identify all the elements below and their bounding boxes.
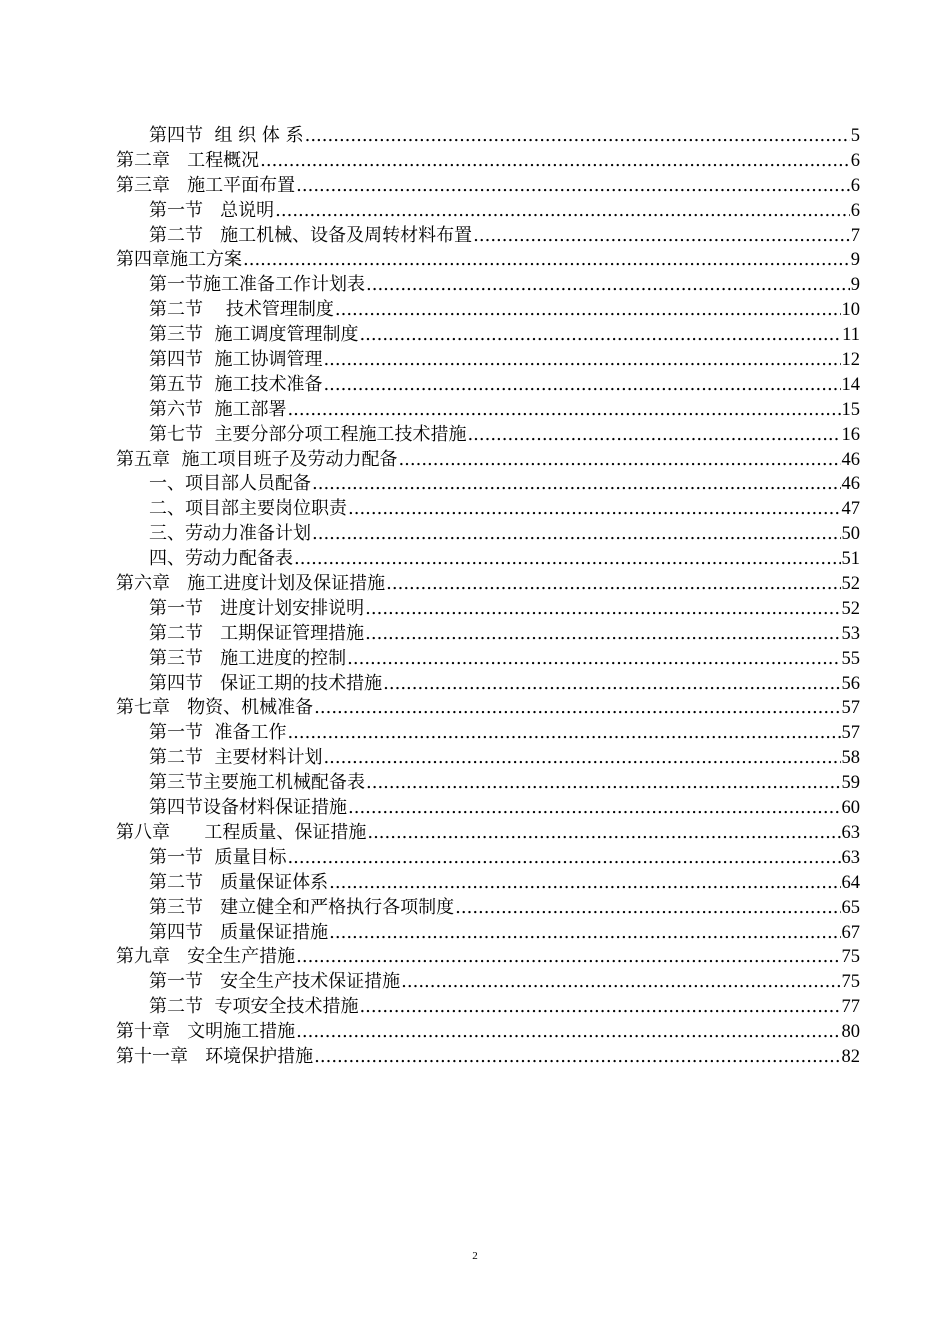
toc-entry-page-number: 63 — [841, 847, 860, 868]
toc-entry-page-number: 75 — [841, 972, 860, 993]
toc-entry-title: 第一节 进度计划安排说明 — [149, 597, 365, 619]
toc-dot-leader — [323, 348, 840, 373]
toc-entry-page-number: 5 — [850, 126, 860, 146]
toc-section-entry[interactable] — [116, 273, 860, 298]
toc-dot-leader — [287, 846, 840, 871]
toc-entry-title: 第二节 质量保证体系 — [149, 871, 329, 893]
toc-section-entry[interactable] — [116, 323, 860, 348]
toc-entry-page-number: 57 — [841, 723, 860, 744]
toc-entry-title: 第四节 施工协调管理 — [149, 349, 323, 371]
toc-entry-page-number: 64 — [841, 872, 860, 893]
toc-entry-page-number: 6 — [850, 150, 860, 171]
toc-section-entry[interactable] — [116, 224, 860, 249]
toc-entry-title: 第二节 工期保证管理措施 — [149, 622, 365, 644]
toc-section-entry[interactable] — [116, 423, 860, 448]
toc-entry-title: 第四节 组 织 体 系 — [149, 125, 304, 146]
toc-section-entry[interactable] — [116, 970, 860, 995]
toc-entry-page-number: 47 — [841, 499, 860, 520]
toc-entry-title: 第二章 工程概况 — [116, 149, 260, 171]
toc-chapter-entry[interactable] — [116, 248, 860, 273]
toc-entry-title: 第十一章 环境保护措施 — [116, 1045, 314, 1067]
toc-section-entry[interactable] — [116, 472, 860, 497]
toc-section-entry[interactable] — [116, 771, 860, 796]
toc-chapter-entry[interactable] — [116, 1020, 860, 1045]
toc-entry-title: 第一节施工准备工作计划表 — [149, 274, 365, 296]
toc-section-entry[interactable] — [116, 871, 860, 896]
toc-chapter-entry[interactable] — [116, 696, 860, 721]
toc-entry-page-number: 12 — [841, 350, 860, 371]
toc-entry-page-number: 10 — [841, 300, 860, 321]
toc-dot-leader — [296, 1020, 840, 1045]
toc-dot-leader — [335, 298, 841, 323]
toc-dot-leader — [260, 149, 850, 174]
page-number: 2 — [472, 1250, 478, 1262]
toc-dot-leader — [275, 199, 850, 224]
toc-dot-leader — [455, 896, 840, 921]
toc-entry-page-number: 58 — [841, 748, 860, 769]
toc-entry-title: 第五节 施工技术准备 — [149, 373, 323, 395]
toc-section-entry[interactable] — [116, 522, 860, 547]
toc-entry-page-number: 15 — [841, 399, 860, 420]
toc-dot-leader — [314, 1045, 840, 1070]
toc-entry-title: 三、劳动力准备计划 — [149, 523, 311, 545]
toc-entry-page-number: 75 — [841, 947, 860, 968]
toc-entry-title: 第一节 准备工作 — [149, 722, 287, 744]
toc-entry-title: 第二节 主要材料计划 — [149, 747, 323, 769]
toc-dot-leader — [348, 796, 841, 821]
toc-dot-leader — [294, 547, 841, 572]
toc-entry-title: 第四节设备材料保证措施 — [149, 797, 347, 819]
toc-entry-title: 第一节 安全生产技术保证措施 — [149, 971, 401, 993]
toc-dot-leader — [347, 647, 840, 672]
toc-section-entry[interactable] — [116, 796, 860, 821]
toc-entry-title: 第六章 施工进度计划及保证措施 — [116, 573, 386, 595]
toc-entry-page-number: 52 — [841, 598, 860, 619]
toc-entry-page-number: 60 — [841, 798, 860, 819]
toc-entry-title: 第一节 质量目标 — [149, 846, 287, 868]
toc-entry-page-number: 6 — [850, 175, 860, 196]
toc-section-entry[interactable] — [116, 721, 860, 746]
toc-dot-leader — [323, 746, 840, 771]
toc-chapter-entry[interactable] — [116, 149, 860, 174]
toc-entry-page-number: 63 — [841, 822, 860, 843]
toc-section-entry[interactable] — [116, 348, 860, 373]
toc-section-entry[interactable] — [116, 373, 860, 398]
toc-section-entry[interactable] — [116, 672, 860, 697]
toc-dot-leader — [312, 472, 841, 497]
toc-section-entry[interactable] — [116, 746, 860, 771]
toc-entry-page-number: 80 — [841, 1022, 860, 1043]
toc-entry-title: 第七节 主要分部分项工程施工技术措施 — [149, 423, 467, 445]
toc-dot-leader — [314, 696, 840, 721]
toc-entry-title: 二、项目部主要岗位职责 — [149, 498, 347, 520]
toc-entry-page-number: 67 — [841, 922, 860, 943]
toc-dot-leader — [296, 945, 840, 970]
toc-section-entry[interactable] — [116, 199, 860, 224]
toc-dot-leader — [401, 970, 840, 995]
toc-entry-title: 一、项目部人员配备 — [149, 473, 311, 495]
toc-dot-leader — [366, 273, 850, 298]
toc-dot-leader — [467, 423, 840, 448]
toc-dot-leader — [287, 721, 840, 746]
toc-chapter-entry[interactable] — [116, 821, 860, 846]
toc-entry-title: 第七章 物资、机械准备 — [116, 697, 314, 719]
toc-entry-title: 第二节 施工机械、设备及周转材料布置 — [149, 224, 473, 246]
toc-entry-page-number: 7 — [850, 225, 860, 246]
toc-entry-title: 四、劳动力配备表 — [149, 548, 293, 570]
toc-entry-page-number: 50 — [841, 524, 860, 545]
toc-dot-leader — [305, 124, 850, 149]
toc-section-entry[interactable] — [116, 647, 860, 672]
toc-dot-leader — [365, 597, 840, 622]
toc-entry-title: 第三节 施工进度的控制 — [149, 647, 347, 669]
toc-dot-leader — [398, 448, 840, 473]
toc-entry-page-number: 16 — [841, 424, 860, 445]
toc-entry-title: 第三节主要施工机械配备表 — [149, 772, 365, 794]
toc-entry-title: 第一节 总说明 — [149, 199, 275, 221]
toc-dot-leader — [296, 174, 850, 199]
toc-entry-page-number: 9 — [850, 250, 860, 271]
toc-dot-leader — [329, 921, 840, 946]
toc-dot-leader — [386, 572, 840, 597]
toc-entry-page-number: 46 — [841, 449, 860, 470]
toc-dot-leader — [359, 995, 840, 1020]
toc-dot-leader — [348, 497, 841, 522]
toc-chapter-entry[interactable] — [116, 1045, 860, 1070]
toc-chapter-entry[interactable] — [116, 448, 860, 473]
toc-entry-page-number: 57 — [841, 698, 860, 719]
toc-entry-title: 第四节 质量保证措施 — [149, 921, 329, 943]
toc-section-entry[interactable] — [116, 547, 860, 572]
toc-entry-page-number: 46 — [841, 474, 860, 495]
toc-entry-title: 第二节 专项安全技术措施 — [149, 996, 359, 1018]
toc-entry-page-number: 11 — [842, 325, 860, 346]
toc-dot-leader — [243, 248, 850, 273]
toc-entry-page-number: 55 — [841, 648, 860, 669]
toc-entry-page-number: 52 — [841, 574, 860, 595]
toc-entry-page-number: 65 — [841, 897, 860, 918]
toc-section-entry[interactable] — [116, 298, 860, 323]
toc-entry-title: 第八章 工程质量、保证措施 — [116, 821, 367, 843]
toc-entry-title: 第三节 建立健全和严格执行各项制度 — [149, 896, 455, 918]
toc-section-entry[interactable] — [116, 497, 860, 522]
toc-entry-title: 第三章 施工平面布置 — [116, 174, 296, 196]
toc-section-entry[interactable] — [116, 597, 860, 622]
toc-dot-leader — [359, 323, 841, 348]
toc-entry-title: 第六节 施工部署 — [149, 398, 287, 420]
toc-dot-leader — [367, 821, 840, 846]
toc-section-entry[interactable] — [116, 124, 860, 149]
toc-entry-page-number: 82 — [841, 1046, 860, 1067]
toc-entry-title: 第二节 技术管理制度 — [149, 299, 334, 321]
toc-section-entry[interactable] — [116, 995, 860, 1020]
toc-dot-leader — [473, 224, 850, 249]
toc-dot-leader — [365, 622, 840, 647]
toc-entry-page-number: 59 — [841, 773, 860, 794]
toc-section-entry[interactable] — [116, 398, 860, 423]
toc-section-entry[interactable] — [116, 896, 860, 921]
toc-dot-leader — [366, 771, 841, 796]
table-of-contents — [116, 124, 860, 1070]
toc-entry-page-number: 14 — [841, 374, 860, 395]
toc-dot-leader — [323, 373, 840, 398]
toc-entry-page-number: 6 — [850, 200, 860, 221]
toc-entry-page-number: 51 — [841, 549, 860, 570]
toc-entry-title: 第三节 施工调度管理制度 — [149, 324, 359, 346]
toc-entry-title: 第十章 文明施工措施 — [116, 1021, 296, 1043]
toc-entry-title: 第四节 保证工期的技术措施 — [149, 672, 383, 694]
toc-section-entry[interactable] — [116, 921, 860, 946]
toc-dot-leader — [287, 398, 840, 423]
toc-entry-page-number: 53 — [841, 623, 860, 644]
toc-dot-leader — [383, 672, 840, 697]
toc-entry-title: 第四章施工方案 — [116, 249, 242, 271]
toc-entry-title: 第九章 安全生产措施 — [116, 946, 296, 968]
toc-entry-page-number: 77 — [841, 997, 860, 1018]
toc-dot-leader — [329, 871, 840, 896]
toc-section-entry[interactable] — [116, 622, 860, 647]
toc-chapter-entry[interactable] — [116, 174, 860, 199]
toc-entry-page-number: 9 — [850, 275, 860, 296]
toc-section-entry[interactable] — [116, 846, 860, 871]
toc-entry-title: 第五章 施工项目班子及劳动力配备 — [116, 448, 398, 470]
toc-entry-page-number: 56 — [841, 673, 860, 694]
toc-chapter-entry[interactable] — [116, 572, 860, 597]
toc-dot-leader — [312, 522, 841, 547]
toc-chapter-entry[interactable] — [116, 945, 860, 970]
